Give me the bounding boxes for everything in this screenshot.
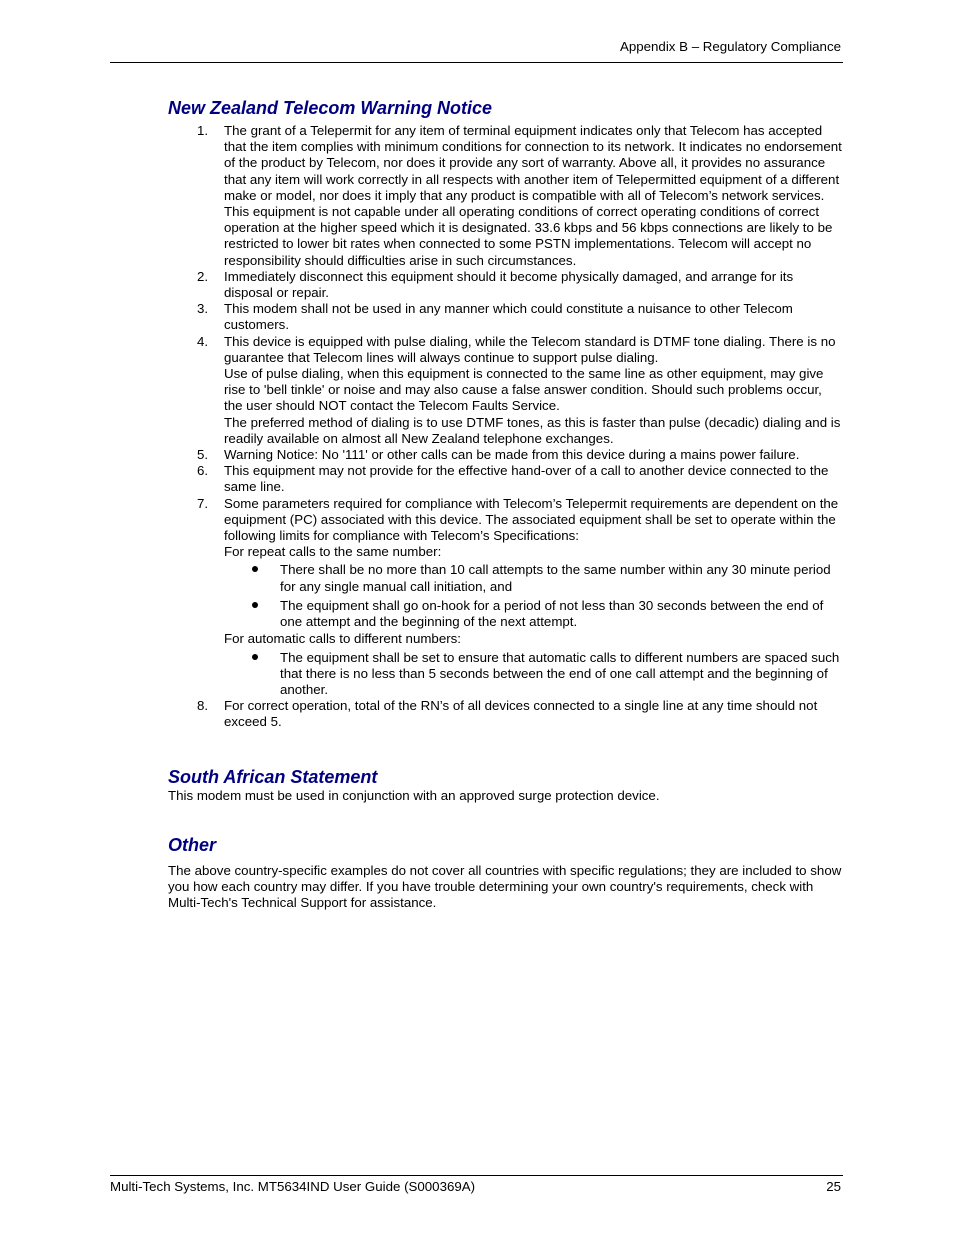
item-paragraph: For automatic calls to different numbers: <box>224 631 461 647</box>
bullet-text: The equipment shall be set to ensure that automatic calls to different numbers are spaced such that there is no less than 5 seconds between the end of one call attempt and the beginning of another. <box>280 649 840 697</box>
item-paragraph: For correct operation, total of the RN’s of all devices connected to a single line at any time should not exceed 5. <box>224 698 818 730</box>
item-paragraph: Use of pulse dialing, when this equipment is connected to the same line as other equipment, may give rise to 'bell tinkle' or noise and may also cause a false answer condition. Should such problems occur, the user should NOT contact the Telecom Faults Service. <box>224 366 824 414</box>
item-paragraph: This device is equipped with pulse dialing, while the Telecom standard is DTMF tone dialing. There is no guarantee that Telecom lines will always continue to support pulse dialing. <box>224 333 836 365</box>
bullet-icon <box>252 602 258 608</box>
page-number: 25 <box>826 1179 841 1194</box>
nz-notice-list <box>168 123 843 560</box>
list-item <box>168 463 843 495</box>
bullet-icon <box>252 566 258 572</box>
item-number: 7. <box>197 495 209 511</box>
item-paragraph: Warning Notice: No '111' or other calls can be made from this device during a mains power failure. <box>224 447 800 463</box>
item-paragraph: This equipment may not provide for the effective hand-over of a call to another device connected to the same line. <box>224 463 829 495</box>
item-number: 3. <box>197 301 209 317</box>
item-paragraph: This modem shall not be used in any manner which could constitute a nuisance to other Telecom customers. <box>224 301 793 333</box>
item-number: 2. <box>197 268 209 284</box>
other-text: The above country-specific examples do not cover all countries with specific regulations; they are included to show you how each country may differ. If you have trouble determining your own country's requirements, check with Multi-Tech's Technical Support for assistance. <box>168 862 842 911</box>
nz-notice-list-continued <box>168 698 843 730</box>
item-number: 5. <box>197 447 209 463</box>
list-item <box>168 334 843 447</box>
list-item <box>168 496 843 561</box>
bullet-list-repeat-calls <box>168 562 843 630</box>
bullet-item <box>168 562 843 594</box>
bullet-item <box>168 598 843 630</box>
item-paragraph: The preferred method of dialing is to use DTMF tones, as this is faster than pulse (decadic) dialing and is readily available on almost all New Zealand telephone exchanges. <box>224 414 841 446</box>
item-number: 8. <box>197 698 209 714</box>
list-item <box>168 698 843 730</box>
item-number: 4. <box>197 333 209 349</box>
bullet-list-automatic-calls <box>168 650 843 699</box>
list-item <box>168 301 843 333</box>
bullet-text: The equipment shall go on-hook for a period of not less than 30 seconds between the end of one attempt and the beginning of the next attempt. <box>280 597 824 630</box>
item-number: 6. <box>197 463 209 479</box>
item-paragraph: For repeat calls to the same number: <box>224 544 442 560</box>
item-paragraph: Some parameters required for compliance with Telecom’s Telepermit requirements are dependent on the equipment (PC) associated with this device. The associated equipment shall be set to operate within the following limits for compliance with Telecom’s Specifications: <box>224 495 839 544</box>
section-title-nz: New Zealand Telecom Warning Notice <box>168 98 493 118</box>
bullet-text: There shall be no more than 10 call attempts to the same number within any 30 minute period for any single manual call initiation, and <box>280 562 831 594</box>
list-item <box>168 269 843 301</box>
bullet-icon <box>252 654 258 660</box>
page-footer <box>110 1175 843 1194</box>
page-content <box>168 97 843 911</box>
header-text: Appendix B – Regulatory Compliance <box>619 39 841 54</box>
section-title-south-africa: South African Statement <box>168 766 378 787</box>
item-paragraph: This equipment is not capable under all operating conditions of correct operating conditions of correct operation at the higher speed which it is designated. 33.6 kbps and 56 kbps connections are likely to be restricted to lower bit rates when connected to some PSTN implementations. Telecom will accept no responsibility should difficulties arise in such circumstances. <box>224 204 833 268</box>
item-paragraph: Immediately disconnect this equipment should it become physically damaged, and arrange for its disposal or repair. <box>224 268 794 301</box>
list-item <box>168 447 843 463</box>
list-item <box>168 123 843 269</box>
item-paragraph: The grant of a Telepermit for any item of terminal equipment indicates only that Telecom has accepted that the item complies with minimum conditions for connection to its network. It indicates no endorsement of the product by Telecom, nor does it provide any sort of warranty. Above all, it provides no assurance that any item will work correctly in all respects with another item of Telepermitted equipment of a different make or model, nor does it imply that any product is compatible with all of Telecom’s network services. <box>224 123 842 203</box>
footer-title: Multi-Tech Systems, Inc. MT5634IND User Guide (S000369A) <box>110 1179 476 1194</box>
section-title-other: Other <box>168 834 217 855</box>
item-number: 1. <box>197 123 209 138</box>
bullet-item <box>168 650 843 699</box>
page-header <box>110 38 843 63</box>
south-africa-text: This modem must be used in conjunction with an approved surge protection device. <box>168 787 660 803</box>
